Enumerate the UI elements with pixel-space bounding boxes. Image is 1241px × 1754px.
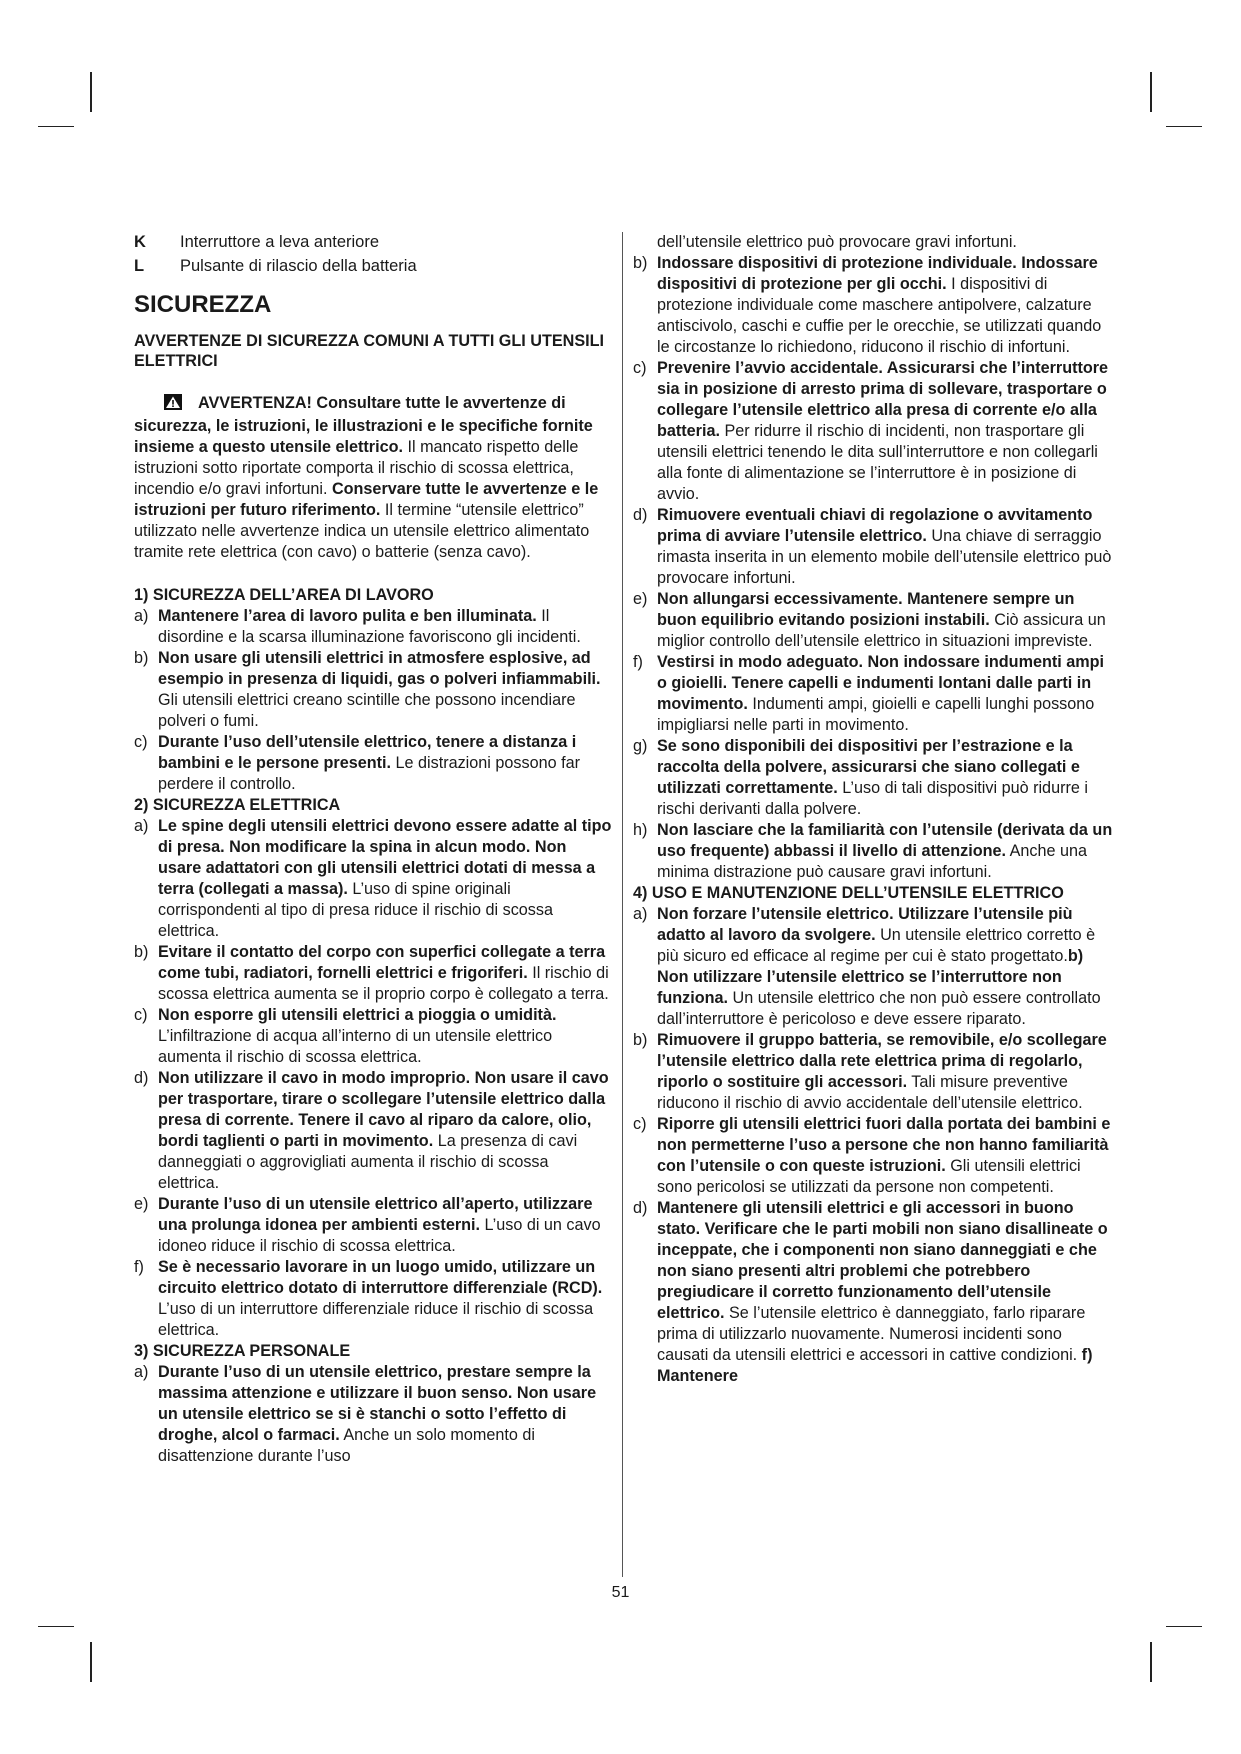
item-text: Indumenti ampi, gioielli e capelli lunghi possono impigliarsi nelle parti in movimento. (657, 695, 1095, 734)
item-bold-2: f) Mantenere (657, 1346, 1093, 1385)
warning-text-1: Il mancato rispetto delle istruzioni sotto riportate comporta il rischio di scossa elettrica, incendio e/o gravi infortuni. (134, 438, 579, 498)
item-text: L’uso di un cavo idoneo riduce il rischio di scossa elettrica. (158, 1216, 601, 1255)
item-bold: Se è necessario lavorare in un luogo umido, utilizzare un circuito elettrico dotato di interruttore differenziale (RCD). (158, 1258, 603, 1297)
item-letter: c) (134, 1006, 148, 1024)
item-letter: e) (134, 1195, 149, 1213)
item-letter: h) (633, 821, 648, 839)
item-text: Un utensile elettrico corretto è più sicuro ed efficace al regime per cui è stato progettato. (657, 926, 1096, 965)
page-subheading: AVVERTENZE DI SICUREZZA COMUNI A TUTTI GLI UTENSILI ELETTRICI (134, 332, 605, 370)
list-item (633, 1030, 1116, 1114)
item-bold: Non utilizzare il cavo in modo improprio. Non usare il cavo per trasportare, tirare o scollegare l’utensile elettrico dalla presa di corrente. Tenere il cavo al riparo da calore, olio, bordi taglienti o parti in movimento. (158, 1069, 609, 1150)
warning-triangle-icon (164, 394, 182, 416)
left-column (134, 232, 612, 1467)
crop-mark (38, 126, 74, 127)
item-bold: Vestirsi in modo adeguato. Non indossare indumenti ampi o gioielli. Tenere capelli e indumenti lontani dalle parti in movimento. (657, 653, 1105, 713)
list-item (134, 648, 612, 732)
item-bold: Durante l’uso dell’utensile elettrico, tenere a distanza i bambini e le persone presenti. (158, 733, 577, 772)
item-letter: a) (134, 1363, 149, 1381)
list-item (134, 732, 612, 795)
section-title: 3) SICUREZZA PERSONALE (134, 1342, 351, 1360)
item-text: Una chiave di serraggio rimasta inserita in un elemento mobile dell’utensile elettrico può provocare infortuni. (657, 527, 1112, 587)
item-text: Il disordine e la scarsa illuminazione favoriscono gli incidenti. (158, 607, 581, 646)
item-text: L’uso di spine originali corrispondenti al tipo di presa riduce il rischio di scossa elettrica. (158, 880, 553, 940)
item-bold: Rimuovere eventuali chiavi di regolazione o avvitamento prima di avviare l’utensile elettrico. (657, 506, 1093, 545)
crop-mark (1150, 1642, 1152, 1682)
warning-bold-2: Conservare tutte le avvertenze e le istruzioni per futuro riferimento. (134, 480, 599, 519)
item-letter: c) (633, 1115, 647, 1133)
item-bold-2: b) Non utilizzare l’utensile elettrico se l’interruttore non funziona. (657, 947, 1084, 1007)
item-text: L’infiltrazione di acqua all’interno di un utensile elettrico aumenta il rischio di scossa elettrica. (158, 1027, 553, 1066)
item-letter: a) (633, 905, 648, 923)
item-text: Ciò assicura un miglior controllo dell’utensile elettrico in situazioni impreviste. (657, 611, 1106, 650)
item-bold: Le spine degli utensili elettrici devono essere adatte al tipo di presa. Non modificare la spina in alcun modo. Non usare adattatori con gli utensili elettrici dotati di messa a terra (collegati a massa). (158, 817, 612, 898)
item-bold: Non esporre gli utensili elettrici a pioggia o umidità. (158, 1006, 557, 1024)
item-bold: Indossare dispositivi di protezione individuale. Indossare dispositivi di protezione per gli occhi. (657, 254, 1098, 293)
item-letter: b) (633, 254, 648, 272)
section-title: 1) SICUREZZA DELL’AREA DI LAVORO (134, 586, 434, 604)
item-letter: d) (633, 506, 648, 524)
list-item (134, 1005, 612, 1068)
item-bold: Rimuovere il gruppo batteria, se removibile, e/o scollegare l’utensile elettrico dalla rete elettrica prima di regolarlo, riporlo o sostituire gli accessori. (657, 1031, 1107, 1091)
legend-item (134, 232, 612, 253)
list-item (633, 505, 1116, 589)
item-letter: c) (633, 359, 647, 377)
item-letter: f) (134, 1258, 144, 1276)
list-item (633, 1114, 1116, 1198)
list-item (633, 1198, 1116, 1387)
continued-text: dell’utensile elettrico può provocare gravi infortuni. (657, 233, 1017, 251)
list-item (134, 1194, 612, 1257)
list-item (633, 820, 1116, 883)
item-text: La presenza di cavi danneggiati o aggrovigliati aumenta il rischio di scossa elettrica. (158, 1132, 578, 1192)
item-bold: Non allungarsi eccessivamente. Mantenere sempre un buon equilibrio evitando posizioni instabili. (657, 590, 1075, 629)
right-column (633, 232, 1116, 1387)
general-warning (134, 393, 612, 563)
item-text: Le distrazioni possono far perdere il controllo. (158, 754, 580, 793)
item-text: L’uso di tali dispositivi può ridurre i rischi derivanti dalla polvere. (657, 779, 1088, 818)
item-text-2: Un utensile elettrico che non può essere controllato dall’interruttore è pericoloso e deve essere riparato. (657, 989, 1101, 1028)
crop-mark (90, 1642, 92, 1682)
legend-item (134, 256, 612, 277)
item-text: Anche un solo momento di disattenzione durante l’uso (158, 1426, 535, 1465)
legend-text: Interruttore a leva anteriore (180, 233, 380, 251)
legend-key: L (134, 257, 145, 275)
item-text: Il rischio di scossa elettrica aumenta se il proprio corpo è collegato a terra. (158, 964, 609, 1003)
list-item (633, 253, 1116, 358)
item-text: Gli utensili elettrici creano scintille che possono incendiare polveri o fumi. (158, 691, 576, 730)
item-letter: e) (633, 590, 648, 608)
page-heading: SICUREZZA (134, 291, 272, 318)
item-text: Tali misure preventive riducono il rischio di avvio accidentale dell’utensile elettrico. (657, 1073, 1083, 1112)
item-bold: Prevenire l’avvio accidentale. Assicurarsi che l’interruttore sia in posizione di arresto prima di sollevare, trasportare o collegare l’utensile elettrico alla presa di corrente e/o alla batteria. (657, 359, 1109, 440)
item-letter: a) (134, 817, 149, 835)
column-divider (622, 232, 623, 1577)
item-bold: Non forzare l’utensile elettrico. Utilizzare l’utensile più adatto al lavoro da svolgere. (657, 905, 1073, 944)
item-letter: b) (134, 649, 149, 667)
list-item (633, 904, 1116, 1030)
legend-text: Pulsante di rilascio della batteria (180, 257, 417, 275)
section-title: 4) USO E MANUTENZIONE DELL’UTENSILE ELETTRICO (633, 884, 1064, 902)
item-text: Per ridurre il rischio di incidenti, non trasportare gli utensili elettrici tenendo le dita sull’interruttore e non collegarli alla fonte di alimentazione se l’interruttore è in posizione di avvio. (657, 422, 1098, 503)
item-bold: Non lasciare che la familiarità con l’utensile (derivata da un uso frequente) abbassi il livello di attenzione. (657, 821, 1113, 860)
crop-mark (1166, 126, 1202, 127)
list-item (134, 606, 612, 648)
warning-text-2: Il termine “utensile elettrico” utilizzato nelle avvertenze indica un utensile elettrico alimentato tramite rete elettrica (con cavo) o batterie (senza cavo). (134, 501, 590, 561)
item-letter: f) (633, 653, 643, 671)
item-letter: d) (134, 1069, 149, 1087)
item-letter: a) (134, 607, 149, 625)
warning-bold-1: AVVERTENZA! Consultare tutte le avvertenze di sicurezza, le istruzioni, le illustrazioni e le specifiche fornite insieme a questo utensile elettrico. (134, 394, 593, 456)
item-bold: Evitare il contatto del corpo con superfici collegate a terra come tubi, radiatori, fornelli elettrici e frigoriferi. (158, 943, 606, 982)
item-bold: Mantenere l’area di lavoro pulita e ben illuminata. (158, 607, 537, 625)
item-letter: b) (134, 943, 149, 961)
item-text: Gli utensili elettrici sono pericolosi se utilizzati da persone non competenti. (657, 1157, 1081, 1196)
item-text: Se l’utensile elettrico è danneggiato, farlo riparare prima di utilizzarlo nuovamente. Numerosi incidenti sono causati da utensili elettrici e accessori in cattive condizioni. (657, 1304, 1086, 1364)
list-item (134, 942, 612, 1005)
crop-mark (1166, 1626, 1202, 1627)
legend-key: K (134, 233, 146, 251)
crop-mark (38, 1626, 74, 1627)
item-letter: c) (134, 733, 148, 751)
item-text: I dispositivi di protezione individuale come maschere antipolvere, calzature antiscivolo, caschi e cuffie per le orecchie, se utilizzati quando le circostanze lo richiedono, riducono il rischio di infortuni. (657, 275, 1102, 356)
page-number: 51 (611, 1584, 630, 1601)
item-letter: g) (633, 737, 648, 755)
list-item (633, 652, 1116, 736)
list-item (134, 1257, 612, 1341)
list-item (134, 816, 612, 942)
item-text: Anche una minima distrazione può causare gravi infortuni. (657, 842, 1088, 881)
item-bold: Durante l’uso di un utensile elettrico all’aperto, utilizzare una prolunga idonea per ambienti esterni. (158, 1195, 593, 1234)
item-bold: Riporre gli utensili elettrici fuori dalla portata dei bambini e non permetterne l’uso a persone che non hanno familiarità con l’utensile o con queste istruzioni. (657, 1115, 1111, 1175)
list-item (134, 1068, 612, 1194)
crop-mark (1150, 72, 1152, 112)
item-letter: b) (633, 1031, 648, 1049)
item-letter: d) (633, 1199, 648, 1217)
item-bold: Mantenere gli utensili elettrici e gli accessori in buono stato. Verificare che le parti mobili non siano disallineate o inceppate, che i componenti non siano danneggiati e che non siano presenti altri problemi che potrebbero pregiudicare il corretto funzionamento dell’utensile elettrico. (657, 1199, 1108, 1322)
item-text: L’uso di un interruttore differenziale riduce il rischio di scossa elettrica. (158, 1300, 594, 1339)
crop-mark (90, 72, 92, 112)
list-item (134, 1362, 612, 1467)
item-bold: Non usare gli utensili elettrici in atmosfere esplosive, ad esempio in presenza di liquidi, gas o polveri infiammabili. (158, 649, 601, 688)
item-bold: Se sono disponibili dei dispositivi per l’estrazione e la raccolta della polvere, assicurarsi che siano collegati e utilizzati correttamente. (657, 737, 1080, 797)
list-item (633, 736, 1116, 820)
section-title: 2) SICUREZZA ELETTRICA (134, 796, 341, 814)
list-item (633, 589, 1116, 652)
list-item (633, 358, 1116, 505)
item-bold: Durante l’uso di un utensile elettrico, prestare sempre la massima attenzione e utilizzare il buon senso. Non usare un utensile elettrico se si è stanchi o sotto l’effetto di droghe, alcol o farmaci. (158, 1363, 597, 1444)
